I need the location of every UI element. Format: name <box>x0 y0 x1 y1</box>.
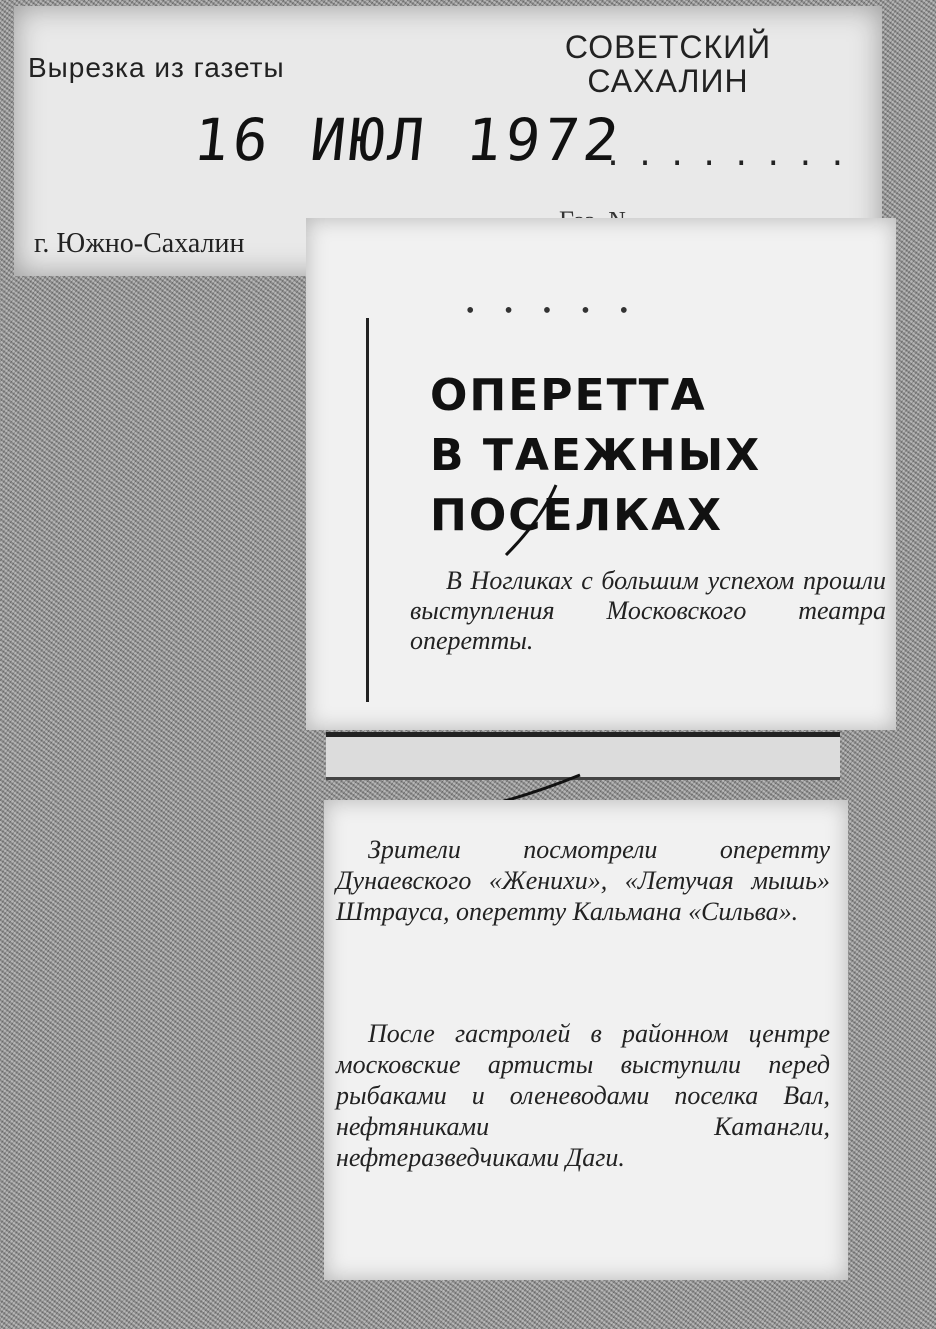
decorative-dots: • • • • • <box>466 298 641 324</box>
headline-line-2: В ТАЕЖНЫХ <box>430 430 762 481</box>
article-clipping-top <box>306 218 896 730</box>
column-rule <box>366 318 369 702</box>
city-label: г. Южно-Сахалин <box>34 228 245 259</box>
stamp-dots: ........ <box>604 138 861 173</box>
stamp-date: 16 ИЮЛ 1972 <box>190 106 626 174</box>
newspaper-name: СОВЕТСКИЙ САХАЛИН <box>564 29 772 99</box>
headline-line-3: ПОСЕЛКАХ <box>430 490 724 541</box>
article-headline <box>430 366 850 546</box>
pencil-mark-icon <box>496 480 576 560</box>
headline-line-1: ОПЕРЕТТА <box>430 370 707 421</box>
clipping-label: Вырезка из газеты <box>28 52 285 83</box>
article-lead: В Ногликах с большим успехом прошли выступления Московского театра оперетты. <box>410 566 886 655</box>
article-paragraph-1: Зрители посмотрели оперетту Дунаевского «Женихи», «Летучая мышь» Штрауса, оперетту Кальмана «Сильва». <box>336 835 830 926</box>
article-paragraph-2: После гастролей в районном центре московские артисты выступили перед рыбаками и оленеводами поселка Вал, нефтяниками Катангли, нефтеразведчиками Даги. <box>336 1019 830 1172</box>
article-clipping-bottom <box>324 800 848 1280</box>
